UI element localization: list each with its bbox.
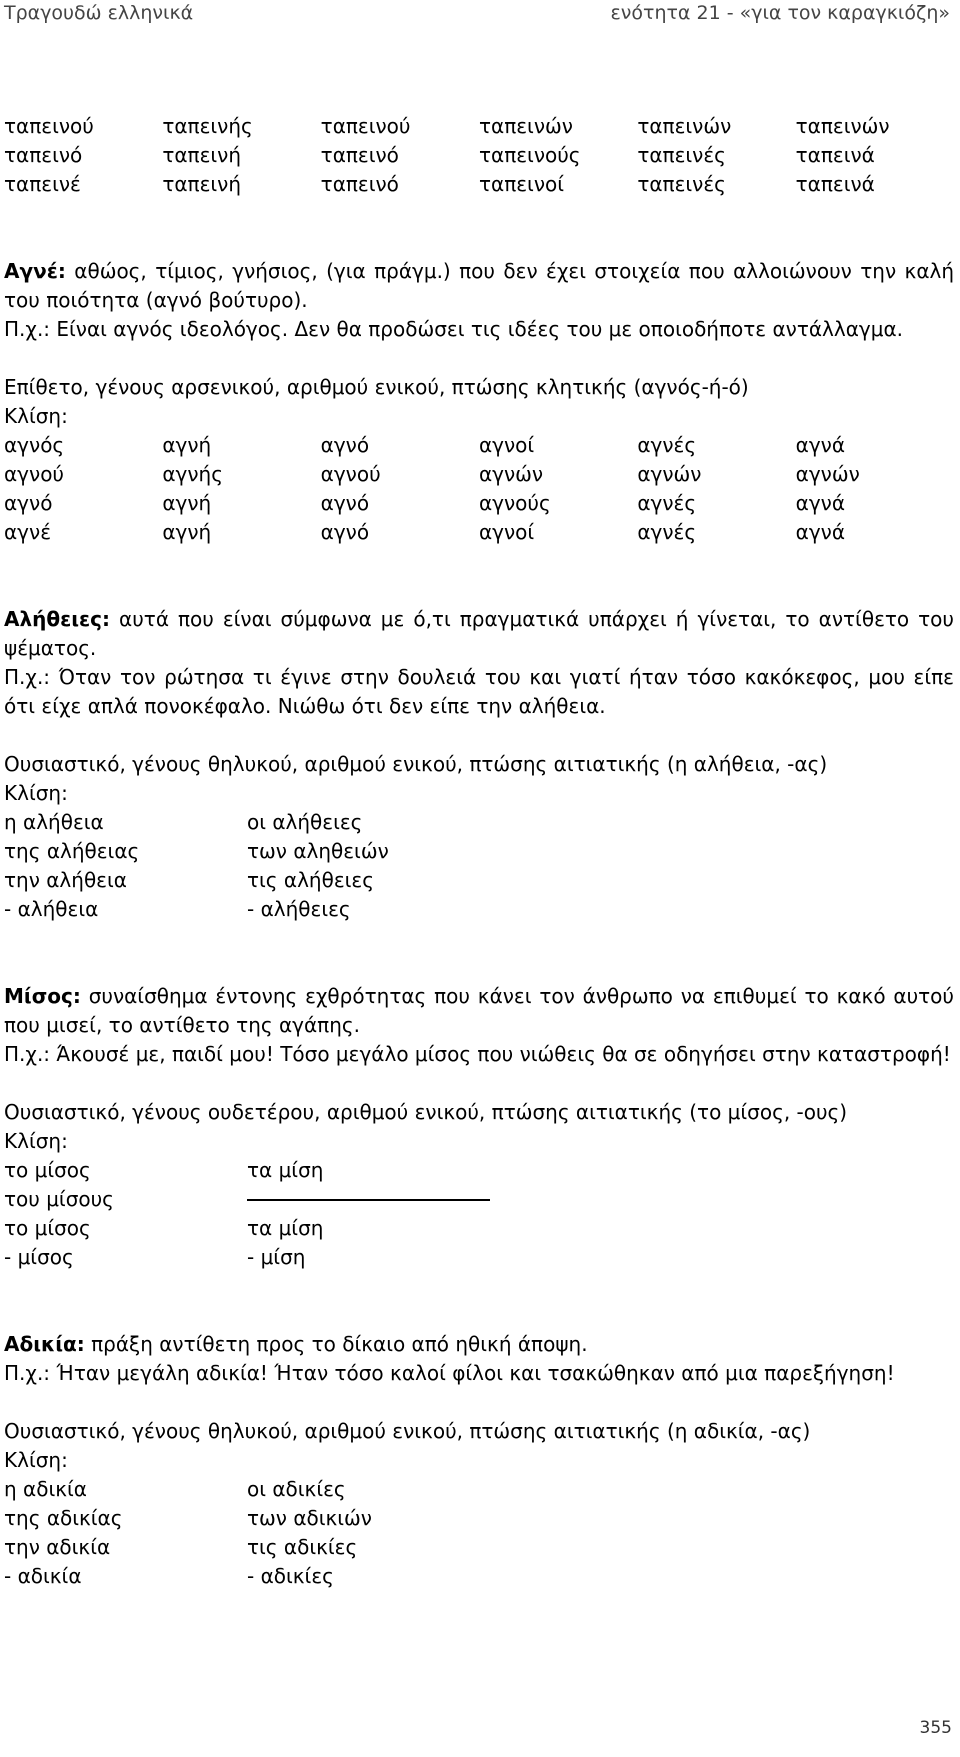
table-cell: ταπεινές: [637, 172, 726, 196]
table-cell: της αδικίας: [4, 1506, 123, 1530]
definition-text: συναίσθημα έντονης εχθρότητας που κάνει τον άνθρωπο να επιθυμεί το κακό αυτού που μισεί, το αντίθετο της αγάπης.: [4, 984, 954, 1037]
entry-adikia: [4, 1330, 954, 1591]
term: Αγνέ:: [4, 259, 66, 283]
table-cell: αγνών: [478, 462, 544, 486]
table-cell: αγνού: [320, 462, 381, 486]
table-cell: αγνών: [637, 462, 702, 486]
table-cell: αγνές: [637, 520, 697, 544]
definition-text: αυτά που είναι σύμφωνα με ό,τι πραγματικά υπάρχει ή γίνεται, το αντίθετο του ψέματος.: [4, 607, 954, 660]
table-cell: - αλήθεια: [4, 897, 99, 921]
declension-table: [4, 431, 954, 547]
grammar-note: Ουσιαστικό, γένους ουδετέρου, αριθμού ενικού, πτώσης αιτιατικής (το μίσος, -ους): [4, 1100, 848, 1124]
term: Αλήθειες:: [4, 607, 111, 631]
table-row: [4, 866, 954, 895]
table-cell: αγνής: [162, 462, 223, 486]
declension-table: [4, 1475, 954, 1591]
example: Π.χ.: Ήταν μεγάλη αδικία! Ήταν τόσο καλοί φίλοι και τσακώθηκαν από μια παρεξήγηση!: [4, 1361, 895, 1385]
table-cell: ταπεινών: [478, 114, 573, 138]
table-cell: ταπεινή: [162, 172, 242, 196]
tapeinos-table: [4, 112, 954, 199]
table-row: [4, 1475, 954, 1504]
table-cell: - αδικία: [4, 1564, 82, 1588]
table-cell: αγνών: [795, 462, 860, 486]
entry-alitheia: [4, 605, 954, 924]
table-cell: αγνός: [4, 433, 65, 457]
declension-table: [4, 1156, 954, 1272]
table-cell: αγνοί: [478, 520, 535, 544]
table-cell: αγνό: [320, 433, 370, 457]
table-row: [4, 460, 954, 489]
table-row: [4, 431, 954, 460]
table-row: [4, 895, 954, 924]
table-cell: - αλήθειες: [247, 897, 351, 921]
entry-misos: [4, 982, 954, 1272]
table-row: [4, 489, 954, 518]
page-number: 355: [919, 1718, 952, 1738]
table-cell: η αλήθεια: [4, 810, 104, 834]
example: Π.χ.: Είναι αγνός ιδεολόγος. Δεν θα προδώσει τις ιδέες του με οποιοδήποτε αντάλλαγμα.: [4, 317, 904, 341]
klisi-label: Κλίση:: [4, 781, 68, 805]
declension-table: [4, 808, 954, 924]
definition-text: πράξη αντίθετη προς το δίκαιο από ηθική άποψη.: [91, 1332, 588, 1356]
klisi-label: Κλίση:: [4, 1129, 68, 1153]
table-cell: - μίσος: [4, 1245, 74, 1269]
table-cell: οι αλήθειες: [247, 810, 363, 834]
table-cell: ταπεινούς: [478, 143, 581, 167]
table-cell: ταπεινών: [795, 114, 890, 138]
table-cell: αγνή: [162, 433, 212, 457]
definition: [4, 982, 954, 1040]
table-cell: - μίση: [247, 1245, 306, 1269]
table-cell: ταπεινέ: [4, 172, 81, 196]
grammar-note: Επίθετο, γένους αρσενικού, αριθμού ενικού, πτώσης κλητικής (αγνός-ή-ό): [4, 375, 749, 399]
table-row: [4, 1185, 954, 1214]
page-header: [0, 0, 960, 28]
page-content: [4, 112, 954, 1591]
table-row: [4, 1504, 954, 1533]
table-cell: της αλήθειας: [4, 839, 140, 863]
table-cell: αγνό: [320, 491, 370, 515]
table-cell: αγνή: [162, 491, 212, 515]
table-row: [4, 1562, 954, 1591]
table-cell: αγνού: [4, 462, 64, 486]
table-cell: αγνούς: [478, 491, 551, 515]
grammar-note: Ουσιαστικό, γένους θηλυκού, αριθμού ενικού, πτώσης αιτιατικής (η αλήθεια, -ας): [4, 752, 828, 776]
table-row: [4, 112, 954, 141]
table-row: [4, 837, 954, 866]
table-row: [4, 170, 954, 199]
table-cell: αγνό: [320, 520, 370, 544]
table-cell: την αλήθεια: [4, 868, 127, 892]
table-row: [4, 1243, 954, 1272]
table-cell: ταπεινά: [795, 143, 875, 167]
table-cell: ταπεινών: [637, 114, 732, 138]
table-cell: αγνά: [795, 491, 846, 515]
table-cell: την αδικία: [4, 1535, 111, 1559]
term: Αδικία:: [4, 1332, 85, 1356]
table-cell: - αδικίες: [247, 1564, 334, 1588]
table-cell: ταπεινού: [4, 114, 94, 138]
table-cell: αγνά: [795, 433, 846, 457]
table-cell: των αληθειών: [247, 839, 389, 863]
entry-agnos: [4, 257, 954, 547]
klisi-label: Κλίση:: [4, 1448, 68, 1472]
table-cell: αγνά: [795, 520, 846, 544]
table-cell-empty: [247, 1185, 490, 1214]
table-cell: το μίσος: [4, 1158, 91, 1182]
table-cell: τις αδικίες: [247, 1535, 358, 1559]
table-row: [4, 1214, 954, 1243]
table-cell: ταπεινή: [162, 143, 242, 167]
table-cell: αγνέ: [4, 520, 52, 544]
table-row: [4, 518, 954, 547]
table-cell: του μίσους: [4, 1187, 114, 1211]
table-cell: αγνό: [4, 491, 53, 515]
table-cell: ταπεινής: [162, 114, 253, 138]
table-cell: αγνοί: [478, 433, 535, 457]
table-cell: αγνές: [637, 433, 697, 457]
example: Π.χ.: Όταν τον ρώτησα τι έγινε στην δουλειά του και γιατί ήταν τόσο κακόκεφος, μου είπε ότι είχε απλά πονοκέφαλο. Νιώθω ότι δεν είπε την αλήθεια.: [4, 665, 954, 718]
table-row: [4, 808, 954, 837]
klisi-label: Κλίση:: [4, 404, 68, 428]
table-cell: το μίσος: [4, 1216, 91, 1240]
header-book-title: Τραγουδώ ελληνικά: [4, 2, 194, 24]
term: Μίσος:: [4, 984, 81, 1008]
header-unit-title: ενότητα 21 - «για τον καραγκιόζη»: [610, 2, 950, 24]
table-cell: ταπεινά: [795, 172, 875, 196]
table-row: [4, 141, 954, 170]
table-cell: αγνές: [637, 491, 697, 515]
table-cell: ταπεινό: [320, 172, 399, 196]
table-cell: ταπεινού: [320, 114, 411, 138]
table-cell: ταπεινοί: [478, 172, 565, 196]
definition: [4, 257, 954, 315]
table-cell: τα μίση: [247, 1216, 324, 1240]
table-cell: αγνή: [162, 520, 212, 544]
table-cell: τα μίση: [247, 1158, 324, 1182]
table-cell: ταπεινό: [320, 143, 399, 167]
table-cell: των αδικιών: [247, 1506, 372, 1530]
table-cell: οι αδικίες: [247, 1477, 346, 1501]
table-row: [4, 1533, 954, 1562]
table-cell: ταπεινές: [637, 143, 726, 167]
definition: [4, 1330, 954, 1359]
definition-text: αθώος, τίμιος, γνήσιος, (για πράγμ.) που δεν έχει στοιχεία που αλλοιώνουν την καλή του ποιότητα (αγνό βούτυρο).: [4, 259, 955, 312]
empty-form-line: [247, 1185, 490, 1201]
example: Π.χ.: Άκουσέ με, παιδί μου! Τόσο μεγάλο μίσος που νιώθεις θα σε οδηγήσει στην καταστροφή!: [4, 1042, 951, 1066]
table-cell: τις αλήθειες: [247, 868, 374, 892]
definition: [4, 605, 954, 663]
table-cell: ταπεινό: [4, 143, 83, 167]
table-cell: η αδικία: [4, 1477, 87, 1501]
table-row: [4, 1156, 954, 1185]
grammar-note: Ουσιαστικό, γένους θηλυκού, αριθμού ενικού, πτώσης αιτιατικής (η αδικία, -ας): [4, 1419, 811, 1443]
